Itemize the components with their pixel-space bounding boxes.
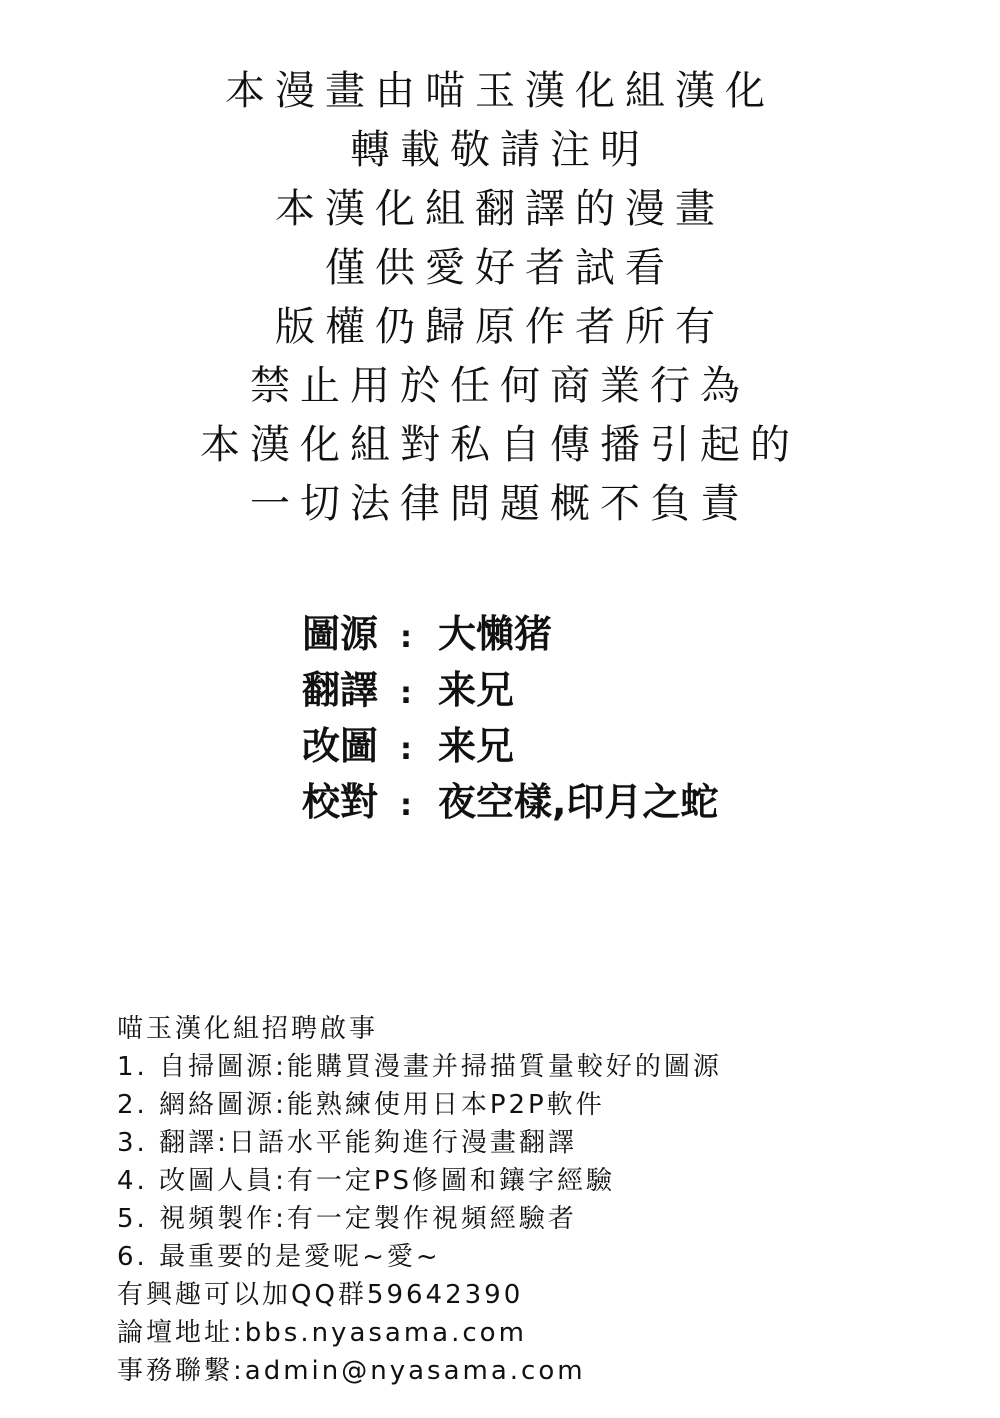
notice-line: 本漫畫由喵玉漢化組漢化 — [225, 68, 775, 114]
notice-line: 本漢化組翻譯的漫畫 — [275, 186, 725, 232]
recruitment-item: 2. 網絡圖源:能熟練使用日本P2P軟件 — [117, 1090, 605, 1120]
credit-label: 改圖 — [302, 724, 379, 768]
credit-colon: : — [400, 676, 412, 711]
credit-row-editing — [302, 718, 902, 774]
qq-group-line: 有興趣可以加QQ群59642390 — [117, 1280, 524, 1310]
credit-value: 夜空樣,印月之蛇 — [438, 780, 719, 824]
copyright-notice — [0, 62, 1000, 534]
credit-row-proofreading — [302, 774, 902, 830]
recruitment-notice — [117, 1010, 977, 1390]
forum-address-line: 論壇地址:bbs.nyasama.com — [117, 1318, 527, 1348]
credit-value: 大懶猪 — [438, 612, 553, 656]
credit-label: 翻譯 — [302, 668, 379, 712]
notice-line: 版權仍歸原作者所有 — [275, 304, 725, 350]
credit-value: 来兄 — [438, 668, 515, 712]
credit-colon: : — [400, 732, 412, 767]
credit-label: 圖源 — [302, 612, 379, 656]
credit-value: 来兄 — [438, 724, 515, 768]
credit-label: 校對 — [302, 780, 379, 824]
credit-colon: : — [400, 620, 412, 655]
recruitment-item: 5. 視頻製作:有一定製作視頻經驗者 — [117, 1204, 577, 1234]
notice-line: 一切法律問題概不負責 — [250, 481, 750, 527]
recruitment-item: 3. 翻譯:日語水平能夠進行漫畫翻譯 — [117, 1128, 577, 1158]
contact-email-line: 事務聯繫:admin@nyasama.com — [117, 1356, 586, 1386]
credits-list — [302, 606, 902, 830]
credit-colon: : — [400, 788, 412, 823]
recruitment-item: 1. 自掃圖源:能購買漫畫并掃描質量較好的圖源 — [117, 1052, 722, 1082]
notice-line: 僅供愛好者試看 — [325, 245, 675, 291]
credit-row-source — [302, 606, 902, 662]
notice-line: 轉載敬請注明 — [350, 127, 650, 173]
notice-line: 禁止用於任何商業行為 — [250, 363, 750, 409]
notice-line: 本漢化組對私自傳播引起的 — [200, 422, 800, 468]
recruitment-item: 4. 改圖人員:有一定PS修圖和鑲字經驗 — [117, 1166, 616, 1196]
recruitment-item: 6. 最重要的是愛呢~愛~ — [117, 1242, 441, 1272]
recruitment-title: 喵玉漢化組招聘啟事 — [117, 1014, 379, 1044]
credit-row-translation — [302, 662, 902, 718]
